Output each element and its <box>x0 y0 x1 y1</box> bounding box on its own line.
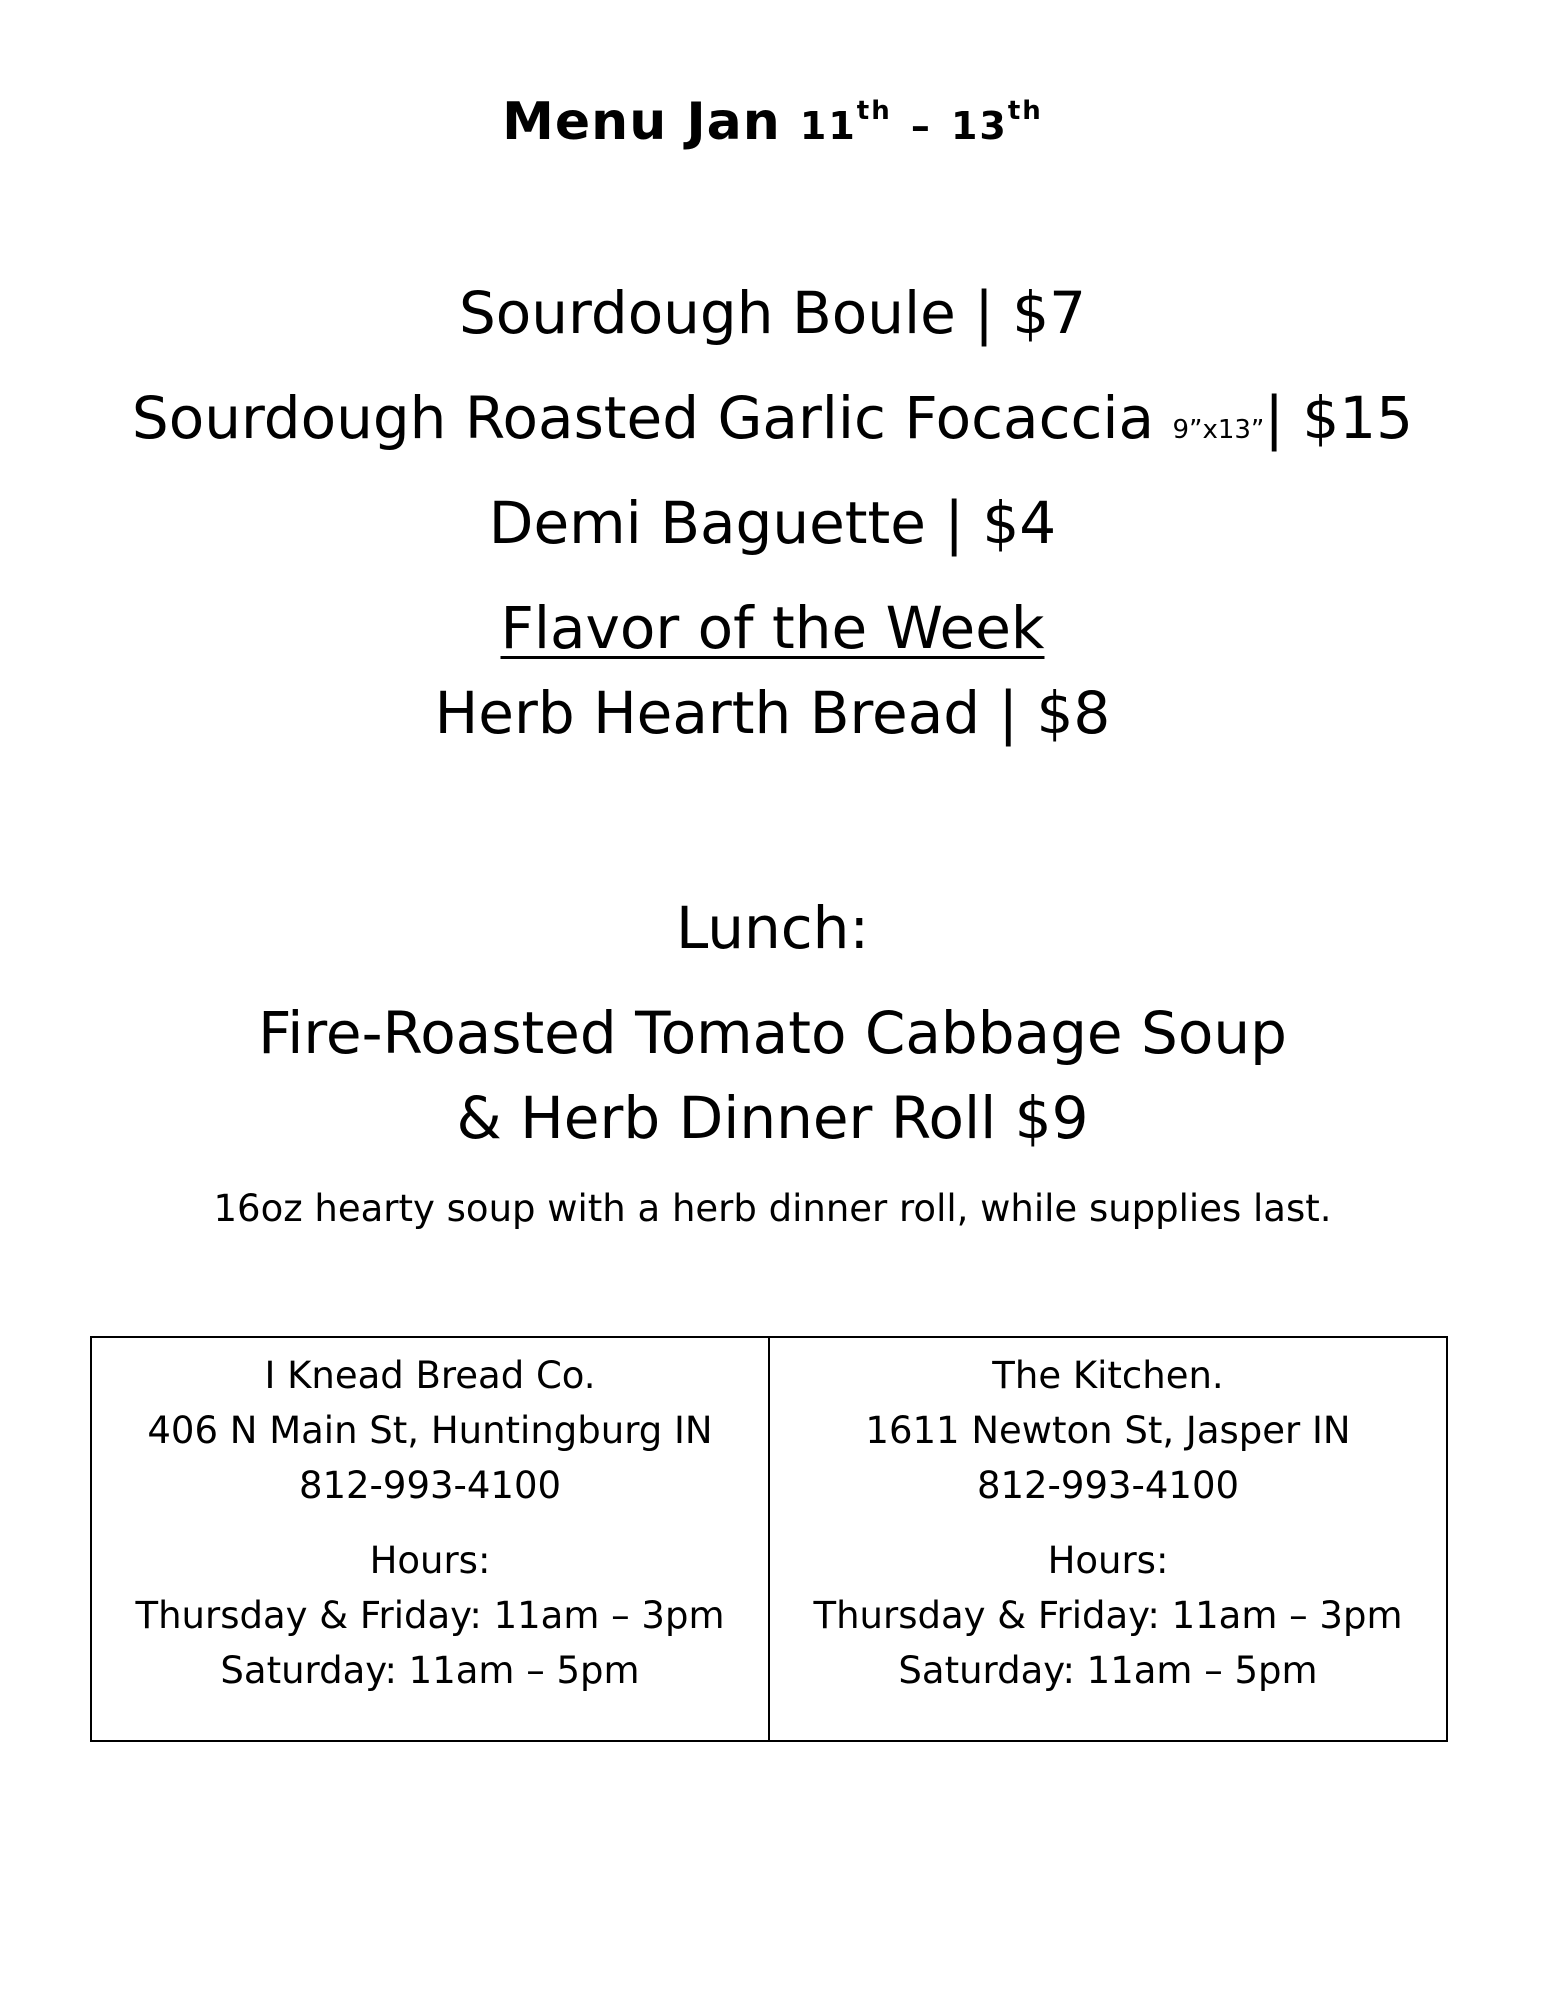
lunch-item-line2: & Herb Dinner Roll $9 <box>456 1084 1089 1152</box>
menu-item-name: Sourdough Boule <box>458 279 956 347</box>
menu-item-name: Demi Baguette <box>488 489 926 557</box>
location-phone: 812-993-4100 <box>976 1464 1240 1507</box>
location-name: I Knead Bread Co. <box>264 1354 596 1397</box>
menu-item-size-note: 9”x13” <box>1172 415 1265 445</box>
hours-label: Hours: <box>369 1539 491 1582</box>
location-phone: 812-993-4100 <box>298 1464 562 1507</box>
locations-table <box>90 1336 1448 1742</box>
page-title <box>0 92 1545 156</box>
menu-item-focaccia <box>0 383 1545 465</box>
menu-item-price: $7 <box>1012 279 1087 347</box>
title-main: Menu Jan <box>502 92 781 152</box>
title-start-suffix: th <box>856 96 892 126</box>
title-end-day: 13th <box>950 96 1043 148</box>
location-jasper <box>768 1338 1446 1740</box>
menu-item-separator: | <box>974 279 994 347</box>
lunch-description: 16oz hearty soup with a herb dinner roll, while supplies last. <box>213 1187 1332 1230</box>
flavor-of-week-item: Herb Hearth Bread | $8 <box>434 679 1111 747</box>
menu-item-sourdough-boule <box>0 278 1545 348</box>
menu-item-separator: | <box>944 489 964 557</box>
menu-item-name: Sourdough Roasted Garlic Focaccia <box>131 384 1154 452</box>
title-end-suffix: th <box>1007 96 1043 126</box>
spacer <box>92 1513 768 1533</box>
hours-weekday: Thursday & Friday: 11am – 3pm <box>135 1594 725 1637</box>
menu-item-separator: | <box>1264 384 1284 452</box>
lunch-item-line1: Fire-Roasted Tomato Cabbage Soup <box>258 999 1287 1067</box>
hours-label: Hours: <box>1047 1539 1169 1582</box>
location-name: The Kitchen. <box>992 1354 1224 1397</box>
title-dash: – <box>910 104 932 148</box>
hours-saturday: Saturday: 11am – 5pm <box>898 1649 1318 1692</box>
lunch-heading: Lunch: <box>675 894 869 962</box>
menu-item-price: $4 <box>982 489 1057 557</box>
spacer <box>770 1513 1446 1533</box>
title-start-day: 11th <box>799 96 892 148</box>
location-address: 1611 Newton St, Jasper IN <box>865 1409 1351 1452</box>
hours-saturday: Saturday: 11am – 5pm <box>220 1649 640 1692</box>
menu-item-price: $15 <box>1302 384 1414 452</box>
menu-item-demi-baguette <box>0 488 1545 558</box>
flavor-of-week-heading: Flavor of the Week <box>500 594 1045 662</box>
hours-weekday: Thursday & Friday: 11am – 3pm <box>813 1594 1403 1637</box>
location-address: 406 N Main St, Huntingburg IN <box>147 1409 713 1452</box>
location-huntingburg <box>92 1338 768 1740</box>
